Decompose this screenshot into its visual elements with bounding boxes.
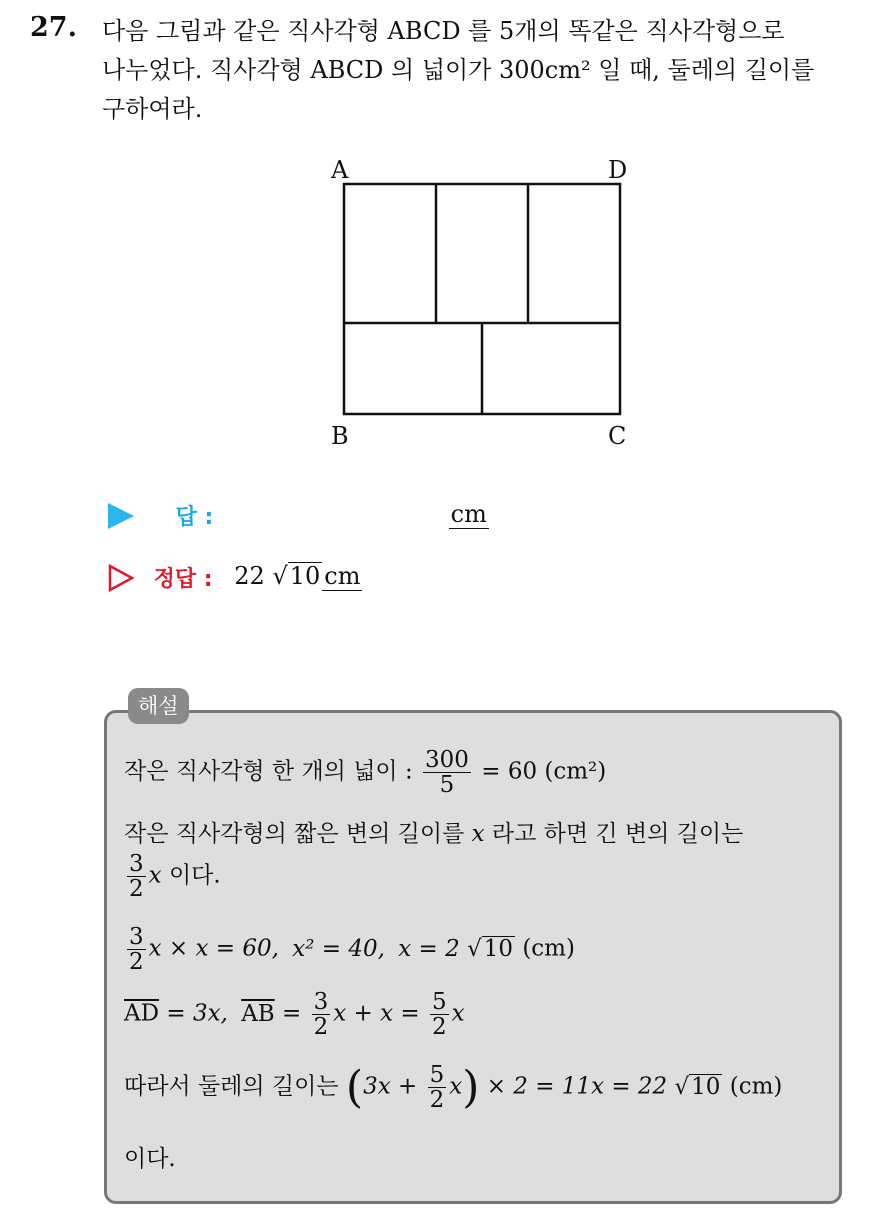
solution-l6-c: × 2 = 11x = 22: [486, 1073, 668, 1100]
correct-coefficient: 22: [234, 562, 265, 590]
solution-l6-a: 3x +: [363, 1073, 418, 1100]
solution-l5-b: x + x =: [333, 1000, 420, 1027]
solution-l7-text: 이다.: [124, 1146, 176, 1172]
correct-unit: cm: [324, 562, 361, 590]
fraction: $\frac{5}{2}$: [429, 1061, 445, 1113]
solution-l4-unit: (cm): [522, 935, 575, 962]
sqrt: √10: [674, 1073, 721, 1100]
solution-l6-text: 따라서 둘레의 길이는: [124, 1073, 339, 1100]
solution-line-5: [124, 990, 465, 1039]
solution-l4-c: x = 2: [398, 935, 460, 962]
correct-sqrt: √10: [272, 562, 321, 590]
solution-l2-a: 작은 직사각형의 짧은 변의 길이를: [124, 821, 465, 847]
vertex-label-a: A: [331, 156, 349, 184]
solution-line-6: [124, 1062, 782, 1113]
vertex-label-d: D: [608, 156, 628, 184]
solution-l2-b: 라고 하면 긴 변의 길이는: [491, 821, 744, 847]
answer-row: [108, 500, 489, 531]
paren-open: (: [345, 1062, 364, 1113]
solution-l1-rest: = 60 (cm²): [481, 758, 607, 785]
question-line-2: 나누었다. 직사각형 ABCD 의 넓이가 300cm² 일 때, 둘레의 길이를: [102, 56, 815, 84]
answer-label: 답 :: [175, 505, 214, 530]
question-text: [102, 12, 872, 129]
solution-l3-text: 이다.: [168, 862, 221, 889]
variable-x: x: [449, 1073, 463, 1100]
solution-tag: 해설: [128, 688, 189, 724]
fraction: $\frac{3}{2}$: [129, 851, 144, 903]
variable-x: x: [148, 862, 162, 889]
variable-x: x: [451, 1000, 465, 1027]
solution-l6-unit: (cm): [729, 1073, 783, 1100]
equals: =: [282, 1000, 302, 1027]
solution-line-2: [124, 815, 743, 848]
sqrt: √10: [467, 935, 513, 962]
fraction: $\frac{3}{2}$: [313, 989, 329, 1041]
fraction: $\frac{5}{2}$: [431, 989, 447, 1041]
solution-line-7: [124, 1140, 176, 1173]
correct-label: 정답 :: [153, 567, 213, 592]
fraction: $\frac{300}{5}$: [425, 747, 469, 799]
correct-answer-row: [108, 562, 362, 593]
solution-l4-a: x × x = 60,: [148, 935, 279, 962]
variable-x: x: [471, 821, 485, 847]
rectangle-diagram: [320, 150, 650, 460]
vertex-label-b: B: [331, 422, 349, 450]
question-line-1: 다음 그림과 같은 직사각형 ABCD 를 5개의 똑같은 직사각형으로: [102, 17, 785, 45]
question-line-3: 구하여라.: [102, 95, 203, 123]
solution-l5-a: = 3x,: [166, 1000, 228, 1027]
question-number: 27.: [30, 12, 77, 43]
fraction: $\frac{3}{2}$: [129, 924, 144, 976]
segment-ad: $\overline{AD}$: [124, 1000, 160, 1027]
play-icon: [108, 503, 134, 529]
vertex-label-c: C: [608, 422, 627, 450]
solution-line-3: [124, 852, 221, 901]
solution-l1-text: 작은 직사각형 한 개의 넓이 :: [124, 758, 413, 785]
segment-ab: $\overline{AB}$: [241, 1000, 275, 1027]
answer-unit: cm: [450, 500, 487, 528]
paren-close: ): [462, 1062, 480, 1113]
play-outline-icon: [108, 564, 134, 592]
solution-line-4: [124, 925, 575, 974]
correct-radicand: 10: [289, 562, 321, 590]
solution-line-1: [124, 748, 606, 797]
solution-l4-b: x² = 40,: [292, 935, 385, 962]
